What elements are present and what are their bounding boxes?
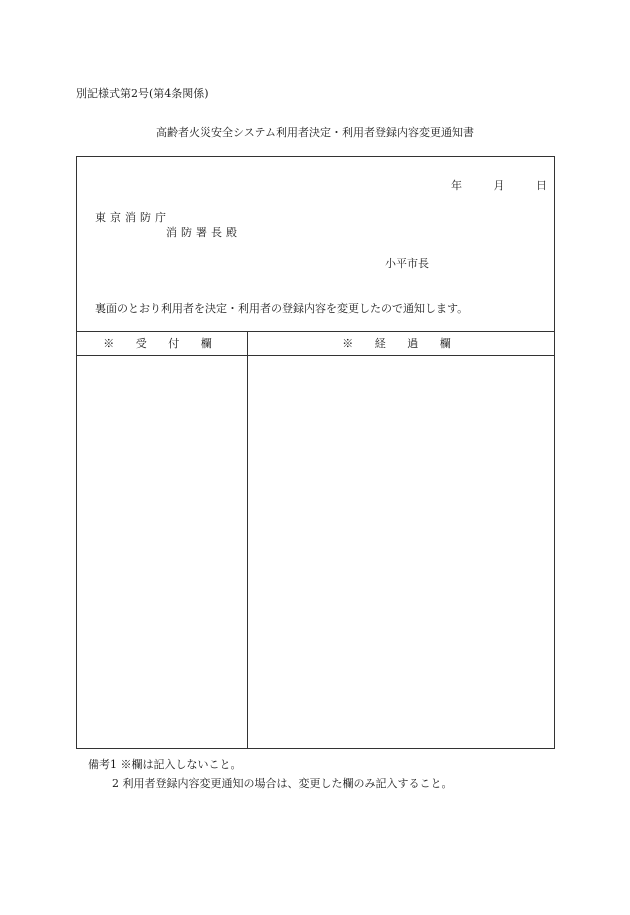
date-line (423, 177, 547, 193)
date-year-label: 年 (451, 179, 462, 192)
remarks (88, 755, 453, 793)
addressee-agency: 東京消防庁 (95, 211, 170, 224)
progress-column-header: ※ 経 過 欄 (342, 337, 460, 350)
notification-frame (76, 156, 555, 749)
remark-line-1: 備考1 ※欄は記入しないこと。 (88, 758, 242, 771)
table-header-row (77, 331, 554, 356)
date-day-label: 日 (536, 179, 547, 192)
column-divider (247, 331, 248, 748)
form-number: 別記様式第2号(第4条関係) (76, 87, 209, 100)
document-title: 高齢者火災安全システム利用者決定・利用者登録内容変更通知書 (156, 126, 474, 139)
date-month-label: 月 (493, 179, 505, 192)
addressee-office: 消防署長殿 (166, 226, 241, 239)
reception-column-header: ※ 受 付 欄 (103, 337, 221, 350)
remark-line-2: 2 利用者登録内容変更通知の場合は、変更した欄のみ記入すること。 (112, 777, 453, 790)
notice-text: 裏面のとおり利用者を決定・利用者の登録内容を変更したので通知します。 (95, 302, 469, 315)
sender-name: 小平市長 (385, 257, 429, 270)
